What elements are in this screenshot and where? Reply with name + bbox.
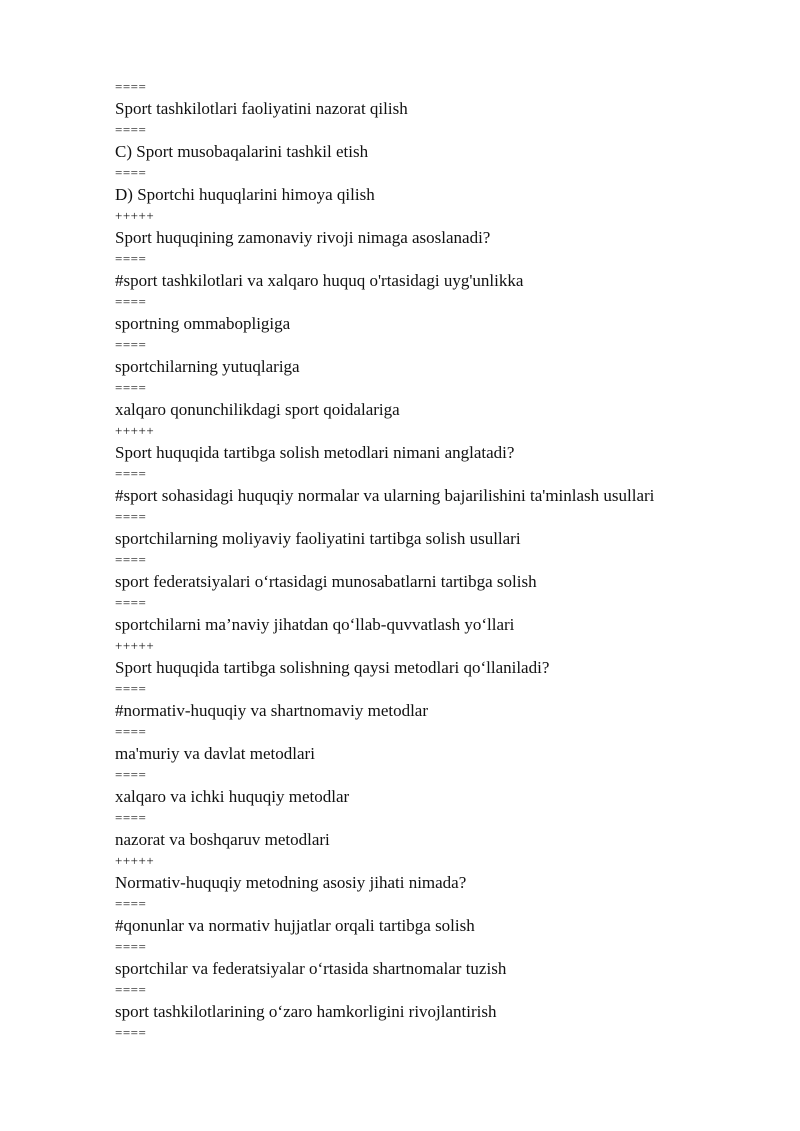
correct-answer-option: #sport tashkilotlari va xalqaro huquq o'rtasidagi uyg'unlikka <box>115 270 524 290</box>
question-text: Sport huquqida tartibga solishning qaysi metodlari qo‘llaniladi? <box>115 657 550 677</box>
separator-line: ==== <box>115 122 147 137</box>
question-text: Sport huquqida tartibga solish metodlari nimani anglatadi? <box>115 442 515 462</box>
answer-option: sportchilarning moliyaviy faoliyatini tartibga solish usullari <box>115 528 521 548</box>
answer-option: sportchilarning yutuqlariga <box>115 356 300 376</box>
answer-option: D) Sportchi huquqlarini himoya qilish <box>115 184 375 204</box>
separator-line: ==== <box>115 896 147 911</box>
answer-option: sport federatsiyalari o‘rtasidagi munosabatlarni tartibga solish <box>115 571 537 591</box>
separator-line: ==== <box>115 380 147 395</box>
separator-line: ==== <box>115 509 147 524</box>
document-page <box>115 76 775 1044</box>
answer-option: sport tashkilotlarining o‘zaro hamkorligini rivojlantirish <box>115 1001 497 1021</box>
separator-line: ==== <box>115 466 147 481</box>
question-separator: +++++ <box>115 208 155 223</box>
correct-answer-option: #normativ-huquqiy va shartnomaviy metodlar <box>115 700 429 720</box>
separator-line: ==== <box>115 724 147 739</box>
correct-answer-option: #qonunlar va normativ hujjatlar orqali tartibga solish <box>115 915 475 935</box>
separator-line: ==== <box>115 982 147 997</box>
question-separator: +++++ <box>115 423 155 438</box>
answer-option: Sport tashkilotlari faoliyatini nazorat qilish <box>115 98 408 118</box>
separator-line: ==== <box>115 681 147 696</box>
answer-option: sportchilar va federatsiyalar o‘rtasida shartnomalar tuzish <box>115 958 507 978</box>
separator-line: ==== <box>115 165 147 180</box>
separator-line: ==== <box>115 294 147 309</box>
question-text: Sport huquqining zamonaviy rivoji nimaga asoslanadi? <box>115 227 491 247</box>
correct-answer-option: #sport sohasidagi huquqiy normalar va ularning bajarilishini ta'minlash usullari <box>115 485 655 505</box>
separator-line: ==== <box>115 79 147 94</box>
question-separator: +++++ <box>115 638 155 653</box>
answer-option: C) Sport musobaqalarini tashkil etish <box>115 141 369 161</box>
separator-line: ==== <box>115 552 147 567</box>
separator-line: ==== <box>115 939 147 954</box>
answer-option: xalqaro qonunchilikdagi sport qoidalariga <box>115 399 400 419</box>
separator-line: ==== <box>115 1025 147 1040</box>
answer-option: xalqaro va ichki huquqiy metodlar <box>115 786 350 806</box>
separator-line: ==== <box>115 810 147 825</box>
question-text: Normativ-huquqiy metodning asosiy jihati nimada? <box>115 872 467 892</box>
answer-option: sportning ommabopligiga <box>115 313 291 333</box>
separator-line: ==== <box>115 595 147 610</box>
question-separator: +++++ <box>115 853 155 868</box>
separator-line: ==== <box>115 251 147 266</box>
separator-line: ==== <box>115 767 147 782</box>
answer-option: nazorat va boshqaruv metodlari <box>115 829 330 849</box>
answer-option: ma'muriy va davlat metodlari <box>115 743 315 763</box>
separator-line: ==== <box>115 337 147 352</box>
answer-option: sportchilarni ma’naviy jihatdan qo‘llab-quvvatlash yo‘llari <box>115 614 515 634</box>
